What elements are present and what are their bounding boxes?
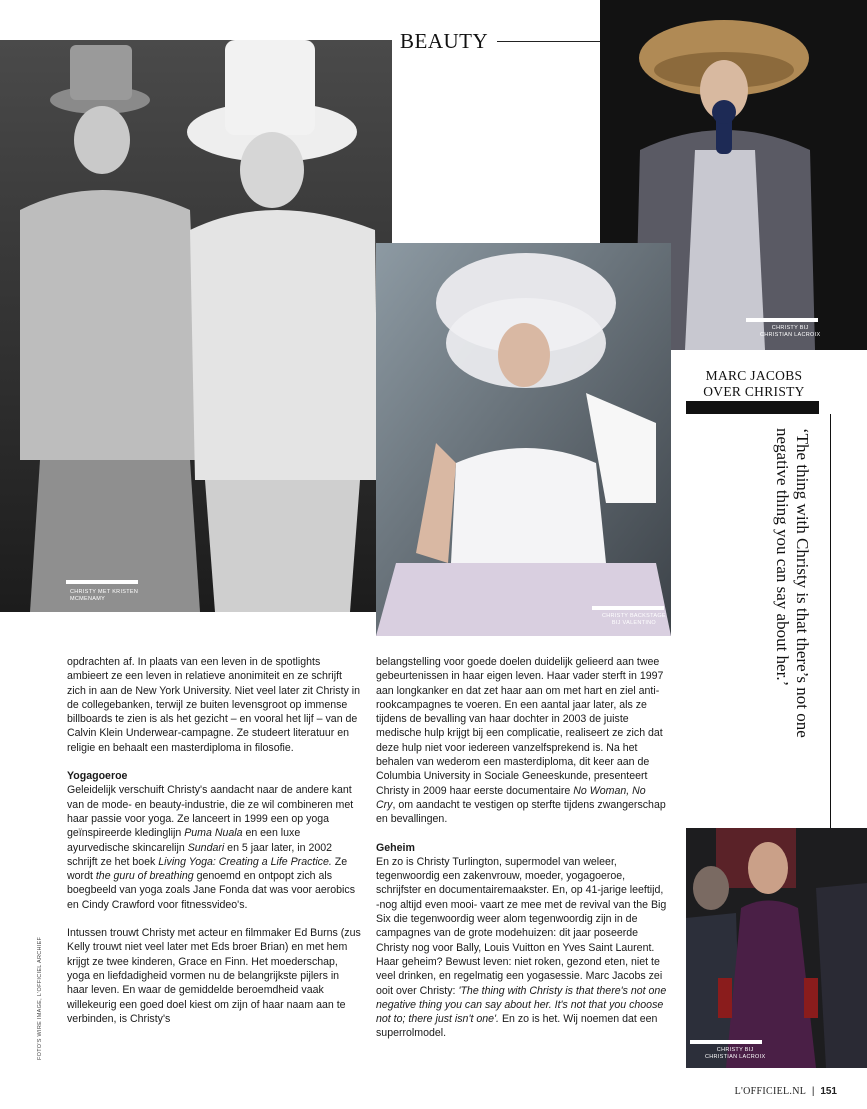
article-paragraph: Intussen trouwt Christy met acteur en filmmaker Ed Burns (zus Kelly trouwt niet veel later met Eds broer Brian) en met hem krijgt ze twee kinderen, Grace en Finn. Het moederschap, yoga en liefdadigheid vormen nu de belangrijkste pijlers in haar leven. En waar de gemiddelde beroemdheid vaak willekeurig een goed doel kiest om zijn of haar naam aan te verbinden, is Christy's <box>67 927 361 1025</box>
footer-magazine: L'OFFICIEL.NL <box>734 1086 807 1097</box>
photo-christy-valentino <box>376 243 671 636</box>
page-number: 151 <box>820 1086 837 1097</box>
footer-separator: | <box>811 1086 815 1097</box>
article-column-1 <box>67 655 362 1040</box>
caption-bar-lacroix-bottom <box>690 1040 762 1044</box>
caption-kristen: CHRISTY MET KRISTEN MCMENAMY <box>70 589 139 602</box>
photo-christy-lacroix-bottom-image <box>686 828 867 1068</box>
section-title: BEAUTY <box>400 29 489 53</box>
caption-lacroix-bottom: CHRISTY BIJ CHRISTIAN LACROIX <box>705 1047 766 1060</box>
footer <box>735 1086 837 1097</box>
header-rule <box>497 41 600 42</box>
photo-credit: FOTO'S WIRE IMAGE, L'OFFICIEL ARCHIEF <box>37 936 43 1060</box>
article-paragraph: opdrachten af. In plaats van een leven in de spotlights ambieert ze een leven in relatieve anonimiteit en ze schrijft zich in aan de New York University. Niet veel later zit Christy in de collegebanken, terwijl ze buiten levensgroot op immense billboards te zien is als het gezicht – en vooral het lijf – van de Calvin Klein Underwear-campagne. Ze studeert literatuur en religie en behaalt een masterdiploma in filosofie. <box>67 656 361 754</box>
sidebar-title-line1: MARC JACOBS <box>705 368 803 383</box>
photo-christy-kristen-image <box>0 40 392 612</box>
subheading-yogagoeroe: Yogagoeroe <box>67 770 128 783</box>
subheading-geheim: Geheim <box>376 841 415 854</box>
photo-christy-kristen <box>0 40 392 612</box>
article-paragraph: Geheim En zo is Christy Turlington, supermodel van weleer, tegenwoordig een zakenvrouw, moeder, yogagoeroe, schrijfster en documentairemaakster. En, op 41-jarige leeftijd, -nog altijd even mooi- vaart ze mee met de revival van the Big Six die tegenwoordig weer alom tegenwoordig zijn in de campagnes van de grote modehuizen: dit jaar poseerde Christy nog voor Bally, Louis Vuitton en Yves Saint Laurent. Haar geheim? Bewust leven: niet roken, gezond eten, niet te veel drinken, en regelmatig een yogasessie. Marc Jacobs zei ooit over Christy: 'The thing with Christy is that there's not one negative thing you can say about her. It's not that you choose not to; there just isn't one'. En zo is het. Wij noemen dat een superrolmodel. <box>376 841 667 1040</box>
caption-valentino: CHRISTY BACKSTAGE BIJ VALENTINO <box>602 613 666 626</box>
caption-bar-lacroix-top <box>746 318 818 322</box>
sidebar-title <box>680 368 828 400</box>
photo-christy-valentino-image <box>376 243 671 636</box>
article-column-2 <box>376 655 668 1055</box>
caption-bar-valentino <box>592 606 664 610</box>
caption-lacroix-top: CHRISTY BIJ CHRISTIAN LACROIX <box>760 325 821 338</box>
sidebar-title-line2: OVER CHRISTY <box>703 384 805 399</box>
article-paragraph: belangstelling voor goede doelen duidelijk gelieerd aan twee gebeurtenissen in haar eigen leven. Haar vader sterft in 1997 aan longkanker en dat zet haar aan om met hart en ziel anti-rookcampagnes te voeren. En een aantal jaar later, als ze tijdens de bevalling van haar dochter in 2003 de juiste medische hulp krijgt bij een complicatie, realiseert ze zich dat deze hulp niet voor iedereen vanzelfsprekend is. Na het behalen van wederom een masterdiploma, dit keer aan de Columbia University in Sociale Geneeskunde, presenteert Christy in 2009 haar eerste documentaire No Woman, No Cry, om aandacht te vestigen op sterfte tijdens zwangerschap en bevallingen. <box>376 656 666 826</box>
sidebar-bar <box>686 401 819 414</box>
article-paragraph: Yogagoeroe Geleidelijk verschuift Christy's aandacht naar de andere kant van de mode- en beauty-industrie, die ze wil combineren met haar passie voor yoga. Ze lanceert in 1999 een op yoga geïnspireerde kledinglijn Puma Nuala en een luxe ayurvedische skincarelijn Sundari en 5 jaar later, in 2002 schrijft ze het boek Living Yoga: Creating a Life Practice. Ze wordt the guru of breathing genoemd en ontpopt zich als boegbeeld van yoga zoals Jane Fonda dat was voor aerobics en Cindy Crawford voor fitnessvideo's. <box>67 769 362 912</box>
caption-bar-kristen <box>66 580 138 584</box>
photo-christy-lacroix-bottom <box>686 828 867 1068</box>
sidebar-quote: ‘The thing with Christy is that there’s not one negative thing you can say about her.’ <box>773 428 812 738</box>
